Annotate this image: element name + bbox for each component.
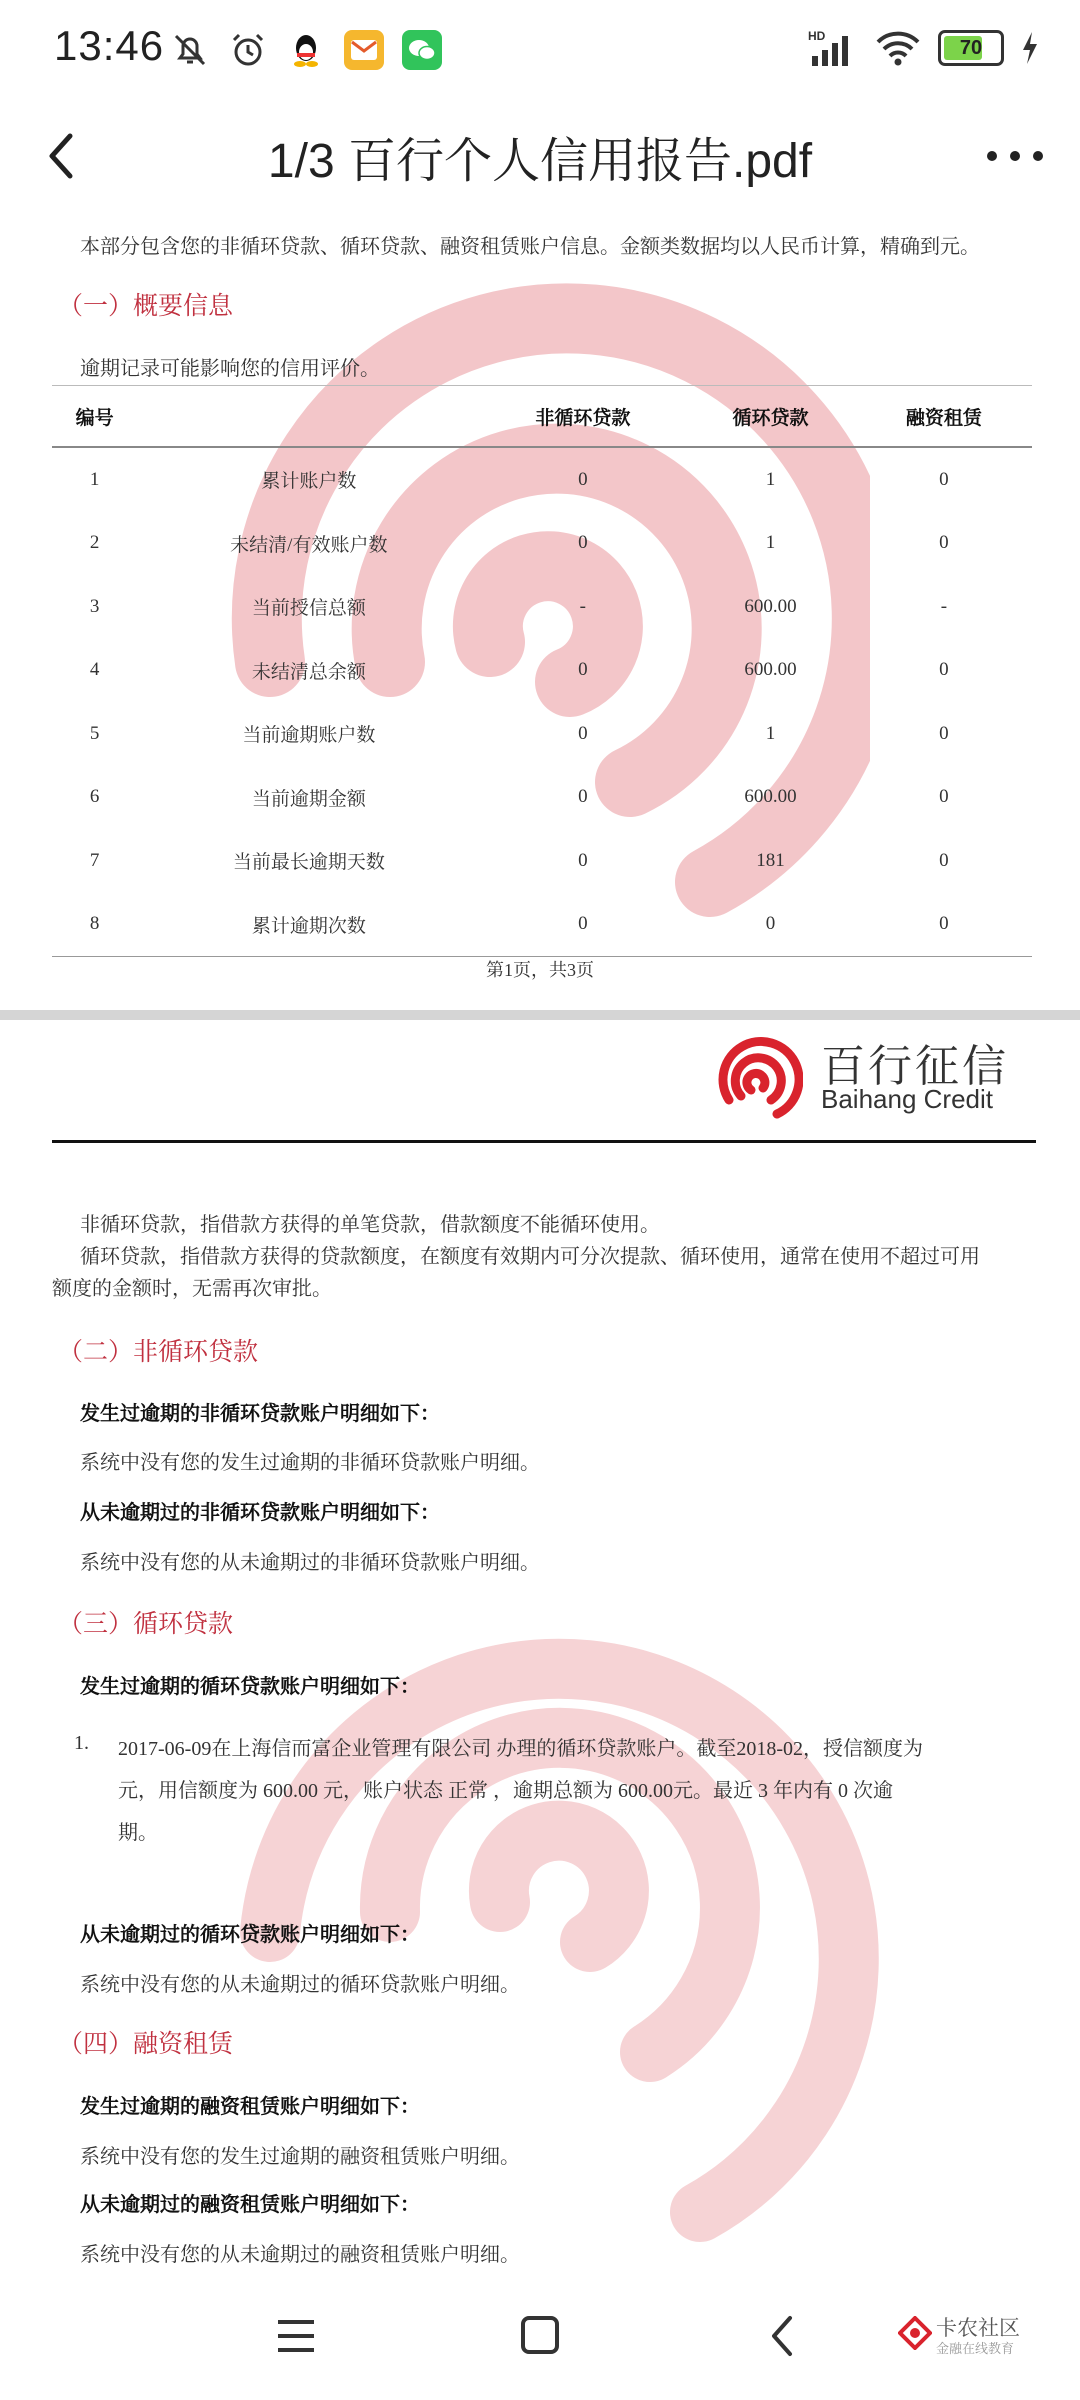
- section-title-summary: （一）概要信息: [58, 293, 234, 320]
- cell-revolving: 181: [756, 849, 785, 871]
- revolving-normal-label: 从未逾期过的循环贷款账户明细如下：: [80, 1924, 420, 1946]
- table-row: [52, 702, 1032, 766]
- pdf-viewer[interactable]: [0, 212, 1080, 2272]
- table-row: [52, 893, 1032, 957]
- cell-item: 当前最长逾期天数: [232, 852, 385, 874]
- revolving-item-line: 期。: [118, 1822, 158, 1844]
- table-row: [52, 766, 1032, 830]
- table-row: [52, 512, 1032, 576]
- cell-revolving: 600.00: [744, 595, 797, 617]
- nonrevolving-normal-text: 系统中没有您的从未逾期过的非循环贷款账户明细。: [80, 1552, 540, 1574]
- nav-back-button[interactable]: [752, 2308, 816, 2364]
- cell-leasing: 0: [939, 849, 949, 871]
- cell-revolving: 1: [765, 722, 776, 744]
- header-cell: [137, 386, 480, 448]
- logo-text-cn: 百行征信: [821, 1042, 1009, 1091]
- wifi-icon: [874, 28, 922, 68]
- nonrevolving-overdue-text: 系统中没有您的发生过逾期的非循环贷款账户明细。: [80, 1452, 540, 1474]
- mute-bell-icon: [170, 30, 210, 70]
- header-cell: 编号: [52, 386, 137, 448]
- kanong-logo-icon: [898, 2316, 932, 2350]
- brand-subtitle: 金融在线教育: [936, 2341, 1015, 2356]
- cell-leasing: 0: [939, 722, 949, 744]
- revolving-item-line: 2017-06-09在上海信而富企业管理有限公司 办理的循环贷款账户。截至2018-02，授信额度为: [118, 1738, 923, 1760]
- cell-leasing: -: [940, 595, 948, 617]
- home-button[interactable]: [508, 2308, 572, 2364]
- cell-item: 当前授信总额: [251, 598, 366, 620]
- revolving-item-line: 元，用信额度为 600.00 元，账户状态 正常 ，逾期总额为 600.00元。最近 3 年内有 0 次逾: [118, 1780, 893, 1802]
- definition-revolving-cont: 额度的金额时，无需再次审批。: [52, 1278, 332, 1300]
- header-cell: 循环贷款: [685, 386, 856, 448]
- header-cell: 非循环贷款: [480, 386, 685, 448]
- cell-leasing: 0: [939, 786, 949, 808]
- leasing-overdue-label: 发生过逾期的融资租赁账户明细如下：: [80, 2096, 420, 2118]
- revolving-item-number: 1.: [74, 1732, 89, 1754]
- cell-index: 7: [89, 849, 100, 871]
- cell-index: 3: [89, 595, 100, 617]
- cell-nonrevolving: 0: [480, 893, 685, 957]
- cell-item: 当前逾期金额: [251, 788, 366, 810]
- app-bar: [0, 100, 1080, 213]
- definition-nonrevolving: 非循环贷款，指借款方获得的单笔贷款，借款额度不能循环使用。: [80, 1214, 660, 1236]
- page-number-footer: 第1页，共3页: [486, 960, 594, 980]
- nonrevolving-normal-label: 从未逾期过的非循环贷款账户明细如下：: [80, 1502, 440, 1524]
- status-time: 13:46: [54, 22, 165, 69]
- cell-revolving: 0: [685, 893, 856, 957]
- overdue-note: 逾期记录可能影响您的信用评价。: [80, 358, 380, 380]
- signal-icon: [808, 28, 858, 68]
- kanong-watermark: [898, 2312, 1058, 2362]
- svg-text:HD: HD: [808, 29, 826, 43]
- cell-index: 5: [89, 722, 100, 744]
- document-title: 1/3 百行个人信用报告.pdf: [267, 135, 813, 188]
- system-nav-bar: [0, 2272, 1080, 2400]
- battery-level: 70: [959, 36, 983, 59]
- battery-icon: [938, 30, 1004, 66]
- table-header-row: [52, 386, 1032, 448]
- cell-nonrevolving: -: [579, 595, 586, 617]
- revolving-normal-text: 系统中没有您的从未逾期过的循环贷款账户明细。: [80, 1974, 520, 1996]
- leasing-overdue-text: 系统中没有您的发生过逾期的融资租赁账户明细。: [80, 2146, 520, 2168]
- cell-index: 2: [89, 532, 100, 554]
- home-icon: [508, 2308, 572, 2364]
- cell-leasing: 0: [856, 893, 1032, 957]
- cell-item: 当前逾期账户数: [242, 725, 376, 747]
- brand-name: 卡农社区: [936, 2317, 1020, 2340]
- cell-leasing: 0: [939, 468, 949, 490]
- baihang-logo-icon: [707, 1030, 803, 1126]
- more-dots-icon: [980, 128, 1050, 184]
- table-row: [52, 575, 1032, 639]
- status-notification-icons: [170, 30, 442, 70]
- cell-index: 8: [52, 893, 137, 957]
- cell-revolving: 600.00: [744, 659, 797, 681]
- cell-leasing: 0: [939, 532, 949, 554]
- cell-nonrevolving: 0: [578, 849, 588, 871]
- section-title-revolving: （三）循环贷款: [58, 1611, 234, 1638]
- cell-nonrevolving: 0: [578, 468, 588, 490]
- header-rule: [52, 1140, 1036, 1143]
- intro-text: 本部分包含您的非循环贷款、循环贷款、融资租赁账户信息。金额类数据均以人民币计算，精确到元。: [80, 236, 980, 258]
- cell-index: 1: [89, 468, 100, 490]
- cell-item: 累计账户数: [261, 471, 357, 493]
- qq-icon: [286, 30, 326, 70]
- cell-nonrevolving: 0: [578, 659, 588, 681]
- logo-text-en: Baihang Credit: [821, 1084, 993, 1114]
- cell-index: 6: [89, 786, 100, 808]
- cell-revolving: 600.00: [744, 786, 797, 808]
- cell-item: 未结清/有效账户数: [230, 534, 388, 556]
- alarm-icon: [228, 30, 268, 70]
- header-cell: 融资租赁: [856, 386, 1032, 448]
- section-title-nonrevolving: （二）非循环贷款: [58, 1339, 259, 1366]
- charging-icon: [1020, 30, 1040, 66]
- wechat-icon: [402, 30, 442, 70]
- summary-table: [52, 385, 1032, 957]
- status-bar: [0, 0, 1080, 100]
- menu-icon: [264, 2308, 328, 2364]
- cell-item: 累计逾期次数: [137, 893, 480, 957]
- back-icon: [752, 2308, 816, 2364]
- revolving-overdue-label: 发生过逾期的循环贷款账户明细如下：: [80, 1676, 420, 1698]
- table-row: [52, 447, 1032, 512]
- cell-item: 未结清总余额: [251, 661, 366, 683]
- table-row: [52, 639, 1032, 703]
- cell-revolving: 1: [765, 468, 776, 490]
- baihang-logo: [707, 1028, 1037, 1128]
- menu-button[interactable]: [264, 2308, 328, 2364]
- status-system-icons: [808, 28, 1040, 68]
- cell-nonrevolving: 0: [578, 786, 588, 808]
- more-options-button[interactable]: [980, 128, 1050, 184]
- mail-icon: [344, 30, 384, 70]
- cell-revolving: 1: [765, 532, 776, 554]
- page-separator: [0, 1010, 1080, 1020]
- table-row: [52, 829, 1032, 893]
- leasing-normal-label: 从未逾期过的融资租赁账户明细如下：: [80, 2194, 420, 2216]
- nonrevolving-overdue-label: 发生过逾期的非循环贷款账户明细如下：: [80, 1403, 440, 1425]
- cell-index: 4: [89, 659, 100, 681]
- leasing-normal-text: 系统中没有您的从未逾期过的融资租赁账户明细。: [80, 2244, 520, 2266]
- section-title-leasing: （四）融资租赁: [58, 2031, 234, 2058]
- cell-nonrevolving: 0: [578, 532, 588, 554]
- cell-nonrevolving: 0: [578, 722, 588, 744]
- cell-leasing: 0: [939, 659, 949, 681]
- definition-revolving: 循环贷款，指借款方获得的贷款额度，在额度有效期内可分次提款、循环使用，通常在使用不超过可用: [80, 1246, 980, 1268]
